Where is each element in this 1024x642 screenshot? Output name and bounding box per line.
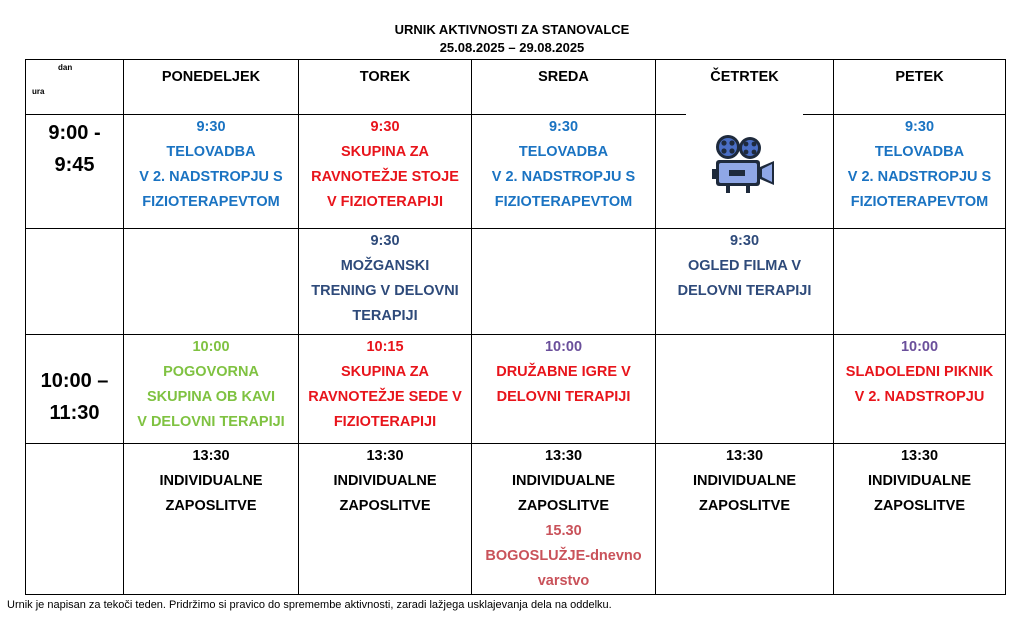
day-header-thursday-label: ČETRTEK bbox=[710, 69, 779, 85]
activity-time: 9:30 bbox=[370, 233, 400, 249]
activity-time: 13:30 bbox=[544, 448, 583, 464]
time-slot-1-start: 9:00 - bbox=[48, 122, 101, 144]
activity-line: SLADOLEDNI PIKNIK bbox=[845, 364, 994, 380]
activity-line: FIZIOTERAPEVTOM bbox=[494, 194, 633, 210]
activity-time: 9:30 bbox=[370, 119, 400, 135]
activity-line: V 2. NADSTROPJU S bbox=[847, 169, 992, 185]
day-header-monday: PONEDELJEK bbox=[124, 60, 299, 115]
table-row bbox=[26, 335, 1006, 444]
activity-line: V 2. NADSTROPJU S bbox=[491, 169, 636, 185]
activity-line: V 2. NADSTROPJU bbox=[854, 389, 985, 405]
activity-time: 9:30 bbox=[548, 119, 579, 135]
corner-dan: dan bbox=[58, 63, 73, 72]
footnote: Urnik je napisan za tekoči teden. Pridržimo si pravico do spremembe aktivnosti, zaradi lažjega usklajevanja dela na oddelku. bbox=[7, 599, 612, 611]
activity-time: 9:30 bbox=[729, 233, 760, 249]
activity-line: MOŽGANSKI bbox=[340, 258, 430, 274]
activity-line: POGOVORNA bbox=[163, 364, 259, 380]
activity-line: SKUPINA ZA bbox=[340, 364, 430, 380]
activity-line: ZAPOSLITVE bbox=[339, 498, 431, 514]
time-slot-empty bbox=[26, 229, 124, 335]
activity-line: TRENING V DELOVNI bbox=[311, 283, 459, 299]
activity-time: 13:30 bbox=[366, 448, 404, 464]
activity-line: ZAPOSLITVE bbox=[698, 498, 791, 514]
activity-line: TELOVADBA bbox=[166, 144, 256, 160]
table-row bbox=[26, 115, 1006, 229]
activity-time: 13:30 bbox=[192, 448, 230, 464]
activity-line: V FIZIOTERAPIJI bbox=[326, 194, 443, 210]
activity-line: RAVNOTEŽJE STOJE bbox=[311, 169, 459, 185]
activity-line: DRUŽABNE IGRE V bbox=[496, 364, 631, 380]
activity-time: 10:00 bbox=[192, 339, 230, 355]
activity-mon-r3 bbox=[124, 335, 299, 444]
activity-line: TELOVADBA bbox=[518, 144, 609, 160]
activity-time: 15.30 bbox=[545, 523, 582, 539]
day-header-friday: PETEK bbox=[834, 60, 1006, 115]
activity-line: BOGOSLUŽJE-dnevno bbox=[485, 548, 642, 564]
activity-time: 13:30 bbox=[725, 448, 764, 464]
time-slot-1-end: 9:45 bbox=[54, 154, 95, 176]
activity-thu-r2 bbox=[656, 229, 834, 335]
time-slot-2 bbox=[26, 335, 124, 444]
activity-fri-r2 bbox=[834, 229, 1006, 335]
activity-wed-r1 bbox=[472, 115, 656, 229]
activity-time: 10:00 bbox=[900, 339, 939, 355]
time-slot-empty bbox=[26, 444, 124, 595]
activity-line: FIZIOTERAPIJI bbox=[333, 414, 437, 430]
activity-time: 10:15 bbox=[366, 339, 404, 355]
time-slot-2-end: 11:30 bbox=[49, 402, 100, 424]
activity-thu-r3 bbox=[656, 335, 834, 444]
date-range: 25.08.2025 – 29.08.2025 bbox=[439, 40, 585, 55]
activity-line: V DELOVNI TERAPIJI bbox=[137, 414, 285, 430]
activity-line: TELOVADBA bbox=[874, 144, 965, 160]
time-slot-1 bbox=[26, 115, 124, 229]
activity-line: FIZIOTERAPEVTOM bbox=[850, 194, 989, 210]
day-header-tuesday: TOREK bbox=[299, 60, 472, 115]
activity-line: INDIVIDUALNE bbox=[692, 473, 797, 489]
film-camera-icon bbox=[712, 133, 778, 195]
activity-line: varstvo bbox=[537, 573, 590, 589]
activity-line: ZAPOSLITVE bbox=[873, 498, 966, 514]
activity-line: ZAPOSLITVE bbox=[165, 498, 257, 514]
activity-line: TERAPIJI bbox=[352, 308, 418, 324]
activity-line: DELOVNI TERAPIJI bbox=[677, 283, 812, 299]
day-header-wednesday: SREDA bbox=[472, 60, 656, 115]
activity-time: 9:30 bbox=[904, 119, 935, 135]
activity-tue-r1 bbox=[299, 115, 472, 229]
activity-fri-r4 bbox=[834, 444, 1006, 595]
activity-thu-r1 bbox=[656, 115, 834, 229]
activity-tue-r4 bbox=[299, 444, 472, 595]
activity-thu-r4 bbox=[656, 444, 834, 595]
activity-line: OGLED FILMA V bbox=[687, 258, 802, 274]
activity-line: V 2. NADSTROPJU S bbox=[139, 169, 283, 185]
activity-tue-r2 bbox=[299, 229, 472, 335]
activity-line: INDIVIDUALNE bbox=[867, 473, 972, 489]
time-slot-2-start: 10:00 – bbox=[40, 370, 109, 392]
table-row bbox=[26, 229, 1006, 335]
activity-mon-r2 bbox=[124, 229, 299, 335]
activity-tue-r3 bbox=[299, 335, 472, 444]
activity-line: SKUPINA ZA bbox=[340, 144, 430, 160]
activity-line: INDIVIDUALNE bbox=[333, 473, 437, 489]
activity-wed-r4 bbox=[472, 444, 656, 595]
activity-mon-r1 bbox=[124, 115, 299, 229]
activity-line: SKUPINA OB KAVI bbox=[146, 389, 276, 405]
activity-line: INDIVIDUALNE bbox=[511, 473, 616, 489]
activity-fri-r1 bbox=[834, 115, 1006, 229]
activity-line: DELOVNI TERAPIJI bbox=[496, 389, 631, 405]
activity-wed-r2 bbox=[472, 229, 656, 335]
activity-time: 10:00 bbox=[544, 339, 583, 355]
corner-cell bbox=[26, 60, 124, 115]
activity-wed-r3 bbox=[472, 335, 656, 444]
day-header-thursday bbox=[656, 60, 834, 115]
schedule-title: URNIK AKTIVNOSTI ZA STANOVALCE bbox=[394, 22, 630, 37]
activity-time: 9:30 bbox=[196, 119, 226, 135]
activity-line: ZAPOSLITVE bbox=[517, 498, 610, 514]
activity-line: RAVNOTEŽJE SEDE V bbox=[308, 389, 462, 405]
header-row bbox=[26, 60, 1006, 115]
activity-line: FIZIOTERAPEVTOM bbox=[142, 194, 280, 210]
schedule-table bbox=[25, 59, 1006, 595]
activity-mon-r4 bbox=[124, 444, 299, 595]
activity-line: INDIVIDUALNE bbox=[159, 473, 263, 489]
table-row bbox=[26, 444, 1006, 595]
activity-time: 13:30 bbox=[900, 448, 939, 464]
activity-fri-r3 bbox=[834, 335, 1006, 444]
corner-ura: ura bbox=[32, 87, 45, 96]
